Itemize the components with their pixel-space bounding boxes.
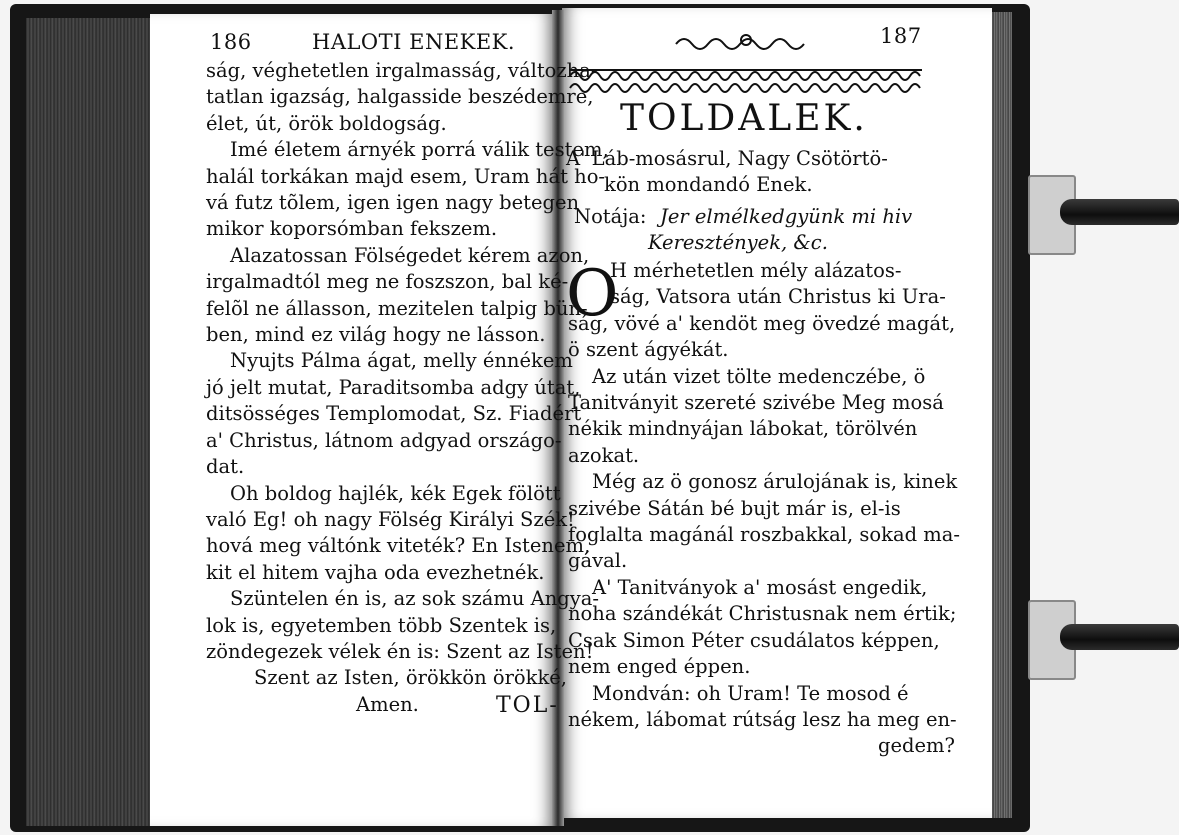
right-body-line: ö szent ágyékát.: [568, 338, 729, 362]
left-body-line: lok is, egyetemben több Szentek is,: [206, 613, 557, 637]
right-body-line: noha szándékát Christusnak nem értik;: [568, 602, 957, 626]
left-body-line: tatlan igazság, halgasside beszédemre,: [206, 85, 594, 109]
right-body-line: Csak Simon Péter csudálatos képpen,: [568, 628, 940, 652]
left-page-number: 186: [210, 30, 252, 54]
right-body-line: foglalta magánál roszbakkal, sokad ma-: [568, 523, 960, 547]
right-page-edges: [990, 12, 1012, 818]
right-page-body: [568, 258, 960, 760]
right-body-line: azokat.: [568, 443, 640, 467]
left-body-line: zöndegezek vélek én is: Szent az Isten!: [206, 639, 594, 663]
left-body-line: Nyujts Pálma ágat, melly énnékem: [230, 349, 573, 373]
bottom-clasp: [1028, 600, 1179, 676]
right-body-line: ság, Vatsora után Christus ki Ura-: [610, 285, 946, 309]
section-title: TOLDALEK.: [620, 98, 868, 139]
left-page-body: [206, 58, 609, 718]
right-body-line: Tanitványit szereté szivébe Meg mosá: [568, 391, 944, 415]
right-body-line: Mondván: oh Uram! Te mosod é: [592, 681, 909, 705]
left-body-line: jó jelt mutat, Paraditsomba adgy útat,: [206, 375, 581, 399]
left-body-line: Amen.: [356, 692, 419, 716]
left-body-line: hová meg váltónk viteték? En Istenem,: [206, 534, 591, 558]
left-body-line: Szüntelen én is, az sok számu Angya-: [230, 587, 599, 611]
left-body-line: Imé életem árnyék porrá válik testem,: [230, 138, 609, 162]
top-clasp: [1028, 175, 1179, 251]
left-body-line: Oh boldog hajlék, kék Egek fölött: [230, 481, 561, 505]
nota-label: Notája:: [574, 205, 647, 228]
left-running-head: HALOTI ENEKEK.: [312, 30, 516, 54]
clasp-bar: [1060, 199, 1179, 225]
left-body-line: mikor koporsómban fekszem.: [206, 217, 498, 241]
left-body-line: való Eg! oh nagy Fölség Királyi Szék!: [206, 507, 575, 531]
right-body-line: ság, vövé a' kendöt meg övedzé magát,: [568, 311, 956, 335]
clasp-bar: [1060, 624, 1179, 650]
left-body-line: kit el hitem vajha oda evezhetnék.: [206, 560, 545, 584]
right-page-number: 187: [880, 24, 922, 48]
catchword: TOL-: [496, 693, 559, 718]
left-page-edges: [26, 18, 156, 826]
right-body-line: H mérhetetlen mély alázatos-: [610, 259, 902, 282]
left-body-line: a' Christus, látnom adgyad országo-: [206, 428, 562, 452]
left-body-line: vá futz tõlem, igen igen nagy betegen: [206, 191, 580, 215]
right-body-line: nékem, lábomat rútság lesz ha meg en-: [568, 707, 957, 731]
right-body-line: szivébe Sátán bé bujt már is, el-is: [568, 496, 901, 520]
right-body-line: Még az ö gonosz árulojának is, kinek: [592, 470, 958, 494]
nota-text-line-2: Keresztények, &c.: [648, 231, 828, 254]
left-body-line: Szent az Isten, örökkön örökké,: [254, 666, 568, 690]
drop-cap: O: [566, 257, 619, 331]
left-body-line: Alazatossan Fölségedet kérem azon,: [230, 243, 590, 267]
left-body-line: ság, véghetetlen irgalmasság, változha-: [206, 59, 598, 82]
right-body-line: gával.: [568, 549, 628, 573]
right-body-line: nékik mindnyájan lábokat, törölvén: [568, 417, 918, 441]
left-body-line: dat.: [206, 455, 245, 479]
left-body-line: felõl ne állasson, mezitelen talpig bün-: [206, 296, 588, 320]
ornament-headpiece: [566, 30, 926, 100]
subtitle-line-1: A' Láb-mosásrul, Nagy Csötörtö-: [566, 147, 888, 170]
right-body-line: nem enged éppen.: [568, 655, 751, 679]
right-body-line: A' Tanitványok a' mosást engedik,: [592, 575, 928, 599]
left-body-line: ditsösséges Templomodat, Sz. Fiadért: [206, 402, 582, 426]
right-body-line: Az után vizet tölte medenczébe, ö: [592, 364, 926, 388]
left-body-line: ben, mind ez világ hogy ne lásson.: [206, 323, 546, 347]
left-body-line: halál torkákan majd esem, Uram hát ho-: [206, 164, 606, 188]
subtitle-line-2: kön mondandó Enek.: [604, 173, 813, 196]
nota-text-line-1: Jer elmélkedgyünk mi hiv: [660, 205, 913, 228]
right-body-line: gedem?: [878, 734, 955, 758]
left-body-line: élet, út, örök boldogság.: [206, 111, 447, 135]
left-body-line: irgalmadtól meg ne foszszon, bal ké-: [206, 270, 569, 294]
